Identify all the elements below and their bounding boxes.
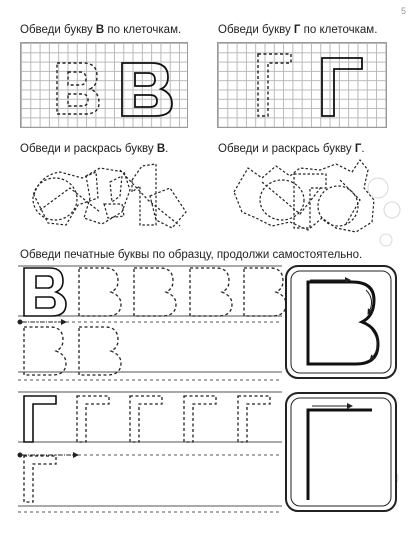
dashed-letter-v bbox=[244, 268, 286, 316]
sample-frame-g bbox=[286, 393, 396, 511]
dashed-letter-v bbox=[134, 268, 176, 316]
dashed-letter-v bbox=[79, 327, 121, 375]
grid-solid-letter-g bbox=[322, 58, 362, 116]
task-text-before: Обведи букву bbox=[20, 24, 96, 36]
dashed-letter-g bbox=[238, 396, 270, 442]
dashed-letters-g bbox=[24, 396, 270, 502]
task-text-before: Обведи и раскрась букву bbox=[20, 143, 157, 155]
writing-lines-v bbox=[18, 266, 282, 380]
dashed-letter-g bbox=[184, 396, 216, 442]
task-trace-print: Обведи печатные буквы по образцу, продолжи самостоятельно. bbox=[20, 249, 363, 261]
page-number: 5 bbox=[400, 6, 406, 16]
sample-frame-v bbox=[286, 266, 396, 378]
task-letter: В bbox=[156, 143, 166, 155]
dashed-letter-g bbox=[130, 396, 162, 442]
dashed-letter-v bbox=[79, 268, 121, 316]
grid-solid-letter-v bbox=[122, 63, 172, 116]
sample-solid-letter-g bbox=[24, 396, 56, 442]
grid-dashed-letter-g bbox=[258, 54, 291, 116]
task-text-after: по клеточкам. bbox=[104, 24, 182, 36]
task-letter: Г bbox=[293, 24, 301, 36]
task-text-after: . bbox=[165, 143, 169, 155]
task-letter: Г bbox=[354, 143, 362, 155]
task-text-after: . bbox=[361, 143, 365, 155]
grid-dashed-letter-v bbox=[57, 63, 99, 114]
puzzle-letter-g bbox=[234, 160, 374, 232]
puzzle-letter-v bbox=[33, 164, 186, 228]
task-letter: В bbox=[95, 24, 105, 36]
writing-direction-arrow-v bbox=[18, 320, 66, 324]
sample-solid-letter-v bbox=[24, 268, 66, 316]
task-text-after: по клеточкам. bbox=[300, 24, 378, 36]
dashed-letter-g bbox=[24, 456, 56, 502]
task-text-before: Обведи и раскрась букву bbox=[218, 143, 355, 155]
task-text-before: Обведи букву bbox=[218, 24, 294, 36]
dashed-letter-g bbox=[77, 396, 109, 442]
dashed-letter-v bbox=[190, 268, 232, 316]
dashed-letter-v bbox=[24, 327, 66, 375]
writing-lines-g bbox=[18, 392, 282, 512]
